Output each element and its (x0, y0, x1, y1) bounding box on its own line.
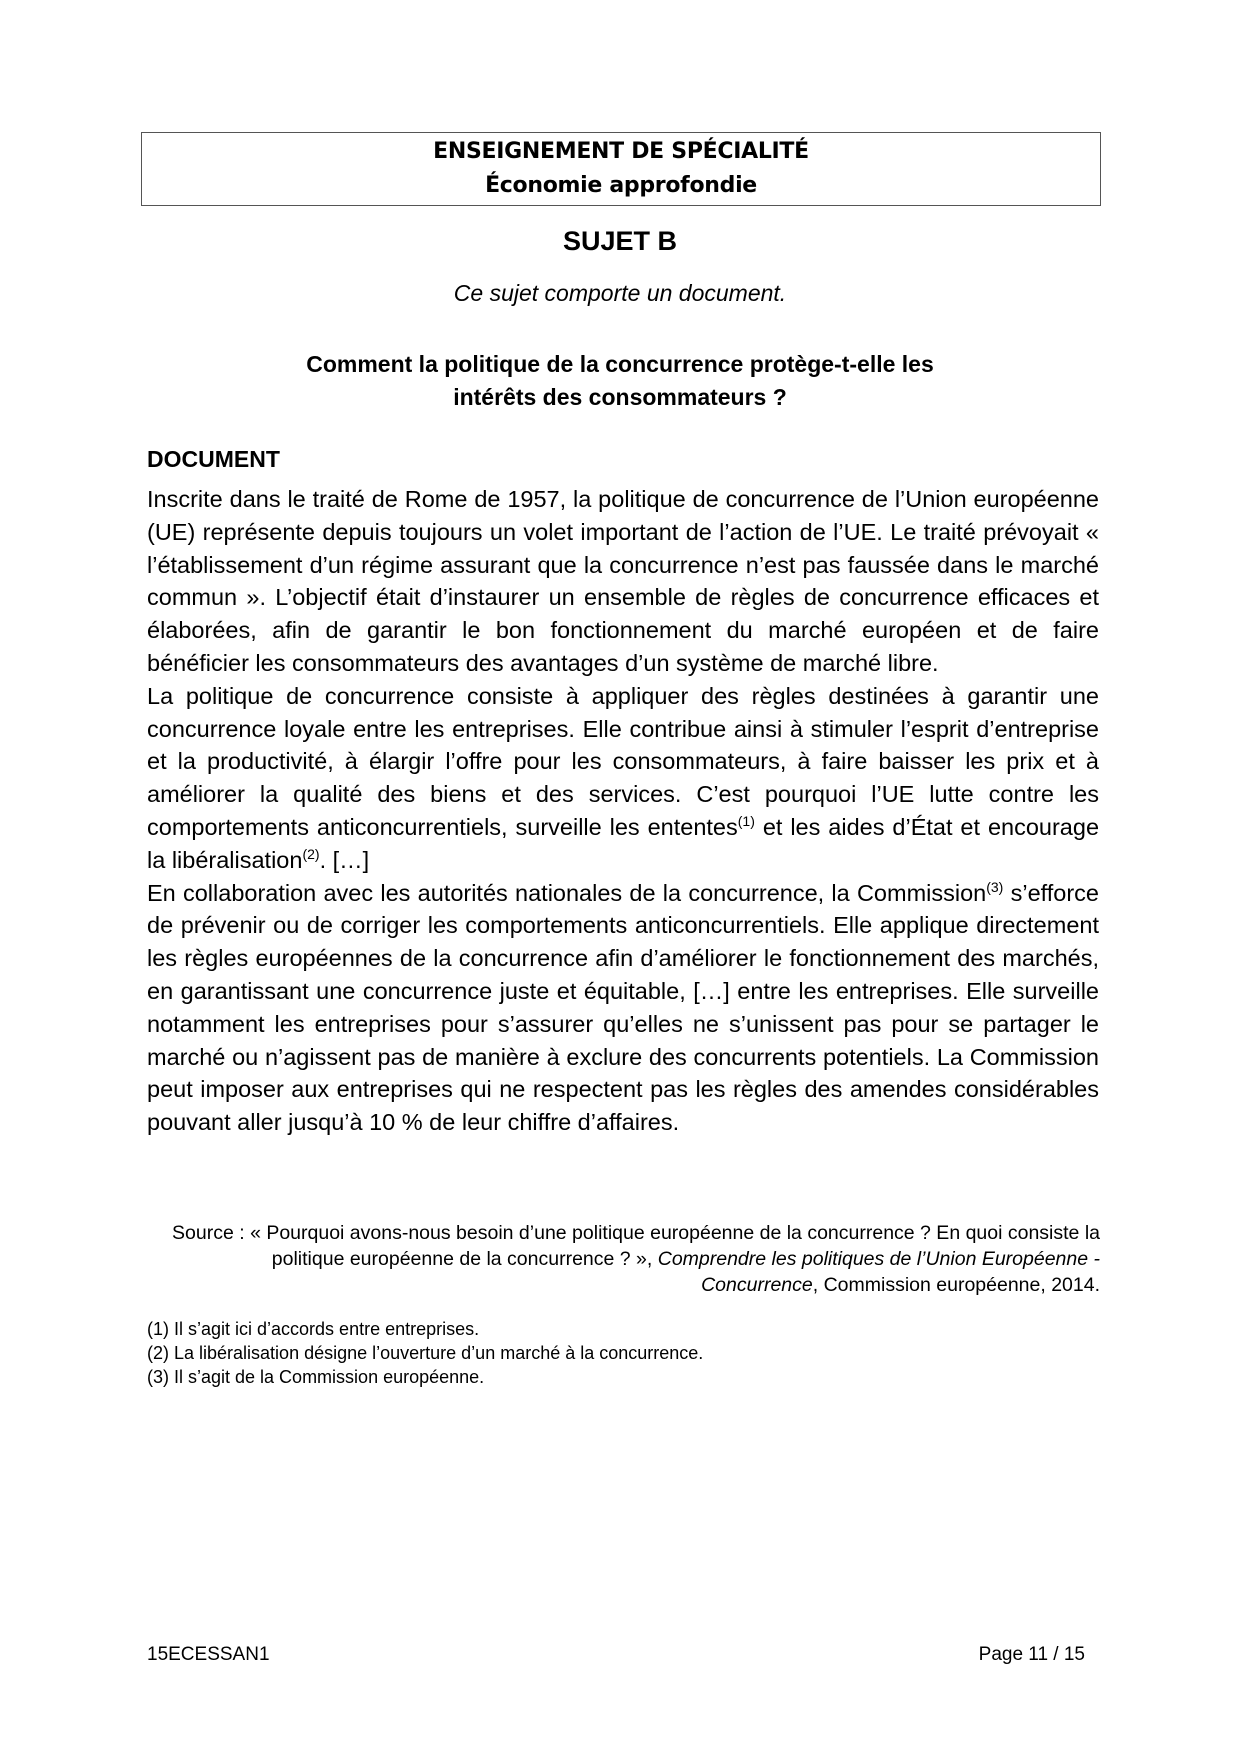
specialty-header (141, 132, 1101, 206)
footnote-ref-1: (1) (737, 812, 755, 829)
paragraph-2-part-c: . […] (319, 846, 370, 873)
paragraph-3-part-a: En collaboration avec les autorités nationales de la concurrence, la Commission (147, 879, 987, 906)
footnote-1: (1) Il s’agit ici d’accords entre entreprises. (147, 1319, 480, 1339)
source-suffix: , Commission européenne, 2014. (812, 1274, 1100, 1296)
document-code: 15ECESSAN1 (147, 1644, 270, 1665)
source-title: Comprendre les politiques de l’Union Européenne - Concurrence (657, 1248, 1100, 1296)
footnote-2: (2) La libéralisation désigne l’ouverture d’un marché à la concurrence. (147, 1343, 704, 1363)
paragraph-3-part-b: s’efforce de prévenir ou de corriger les comportements anticoncurrentiels. Elle applique directement les règles européennes de la concurrence afin d’améliorer le fonctionnement des marchés, en garantissant une concurrence juste et équitable, […] entre les entreprises. Elle surveille notamment les entreprises pour s’assurer qu’elles ne s’unissent pas pour se partager le marché ou n’agissent pas de manière à exclure des concurrents potentiels. La Commission peut imposer aux entreprises qui ne respectent pas les règles des amendes considérables pouvant aller jusqu’à 10 % de leur chiffre d’affaires. (147, 879, 1099, 1136)
page-number: Page 11 / 15 (978, 1644, 1085, 1665)
paragraph-2-part-a: La politique de concurrence consiste à appliquer des règles destinées à garantir une concurrence loyale entre les entreprises. Elle contribue ainsi à stimuler l’esprit d’entreprise et la productivité, à élargir l’offre pour les consommateurs, à faire baisser les prix et à améliorer la qualité des biens et des services. C’est pourquoi l’UE lutte contre les comportements anticoncurrentiels, surveille les ententes (147, 682, 1099, 840)
question-line-1: Comment la politique de la concurrence protège-t-elle les (306, 351, 934, 377)
question (0, 348, 1240, 414)
paragraph-1: Inscrite dans le traité de Rome de 1957, la politique de concurrence de l’Union européenne (UE) représente depuis toujours un volet important de l’action de l’UE. Le traité prévoyait « l’établissement d’un régime assurant que la concurrence n’est pas faussée dans le marché commun ». L’objectif était d’instaurer un ensemble de règles de concurrence efficaces et élaborées, afin de garantir le bon fonctionnement du marché européen et de faire bénéficier les consommateurs des avantages d’un système de marché libre. (147, 486, 1099, 676)
source-citation (170, 1220, 1100, 1298)
question-line-2: intérêts des consommateurs ? (453, 384, 787, 410)
source-prefix: Source : « Pourquoi avons-nous besoin d’une politique européenne de la concurrence ? En quoi consiste la politique européenne de la concurrence ? », (172, 1222, 1100, 1270)
footnotes (147, 1317, 1087, 1389)
document-heading: DOCUMENT (147, 446, 280, 472)
footnote-ref-3: (3) (986, 878, 1004, 895)
paragraph-2 (147, 680, 1099, 877)
paragraph-3 (147, 877, 1099, 1139)
subject-title: SUJET B (562, 226, 678, 256)
specialty-subtitle: Économie approfondie (485, 173, 757, 198)
subject-note: Ce sujet comporte un document. (453, 280, 787, 306)
paragraph-2-part-b: et les aides d’État et encourage la libéralisation (147, 813, 1100, 873)
document-body (147, 483, 1099, 1139)
specialty-title: ENSEIGNEMENT DE SPÉCIALITÉ (433, 139, 809, 164)
footnote-3: (3) Il s’agit de la Commission européenne. (147, 1367, 485, 1387)
footnote-ref-2: (2) (302, 845, 320, 862)
